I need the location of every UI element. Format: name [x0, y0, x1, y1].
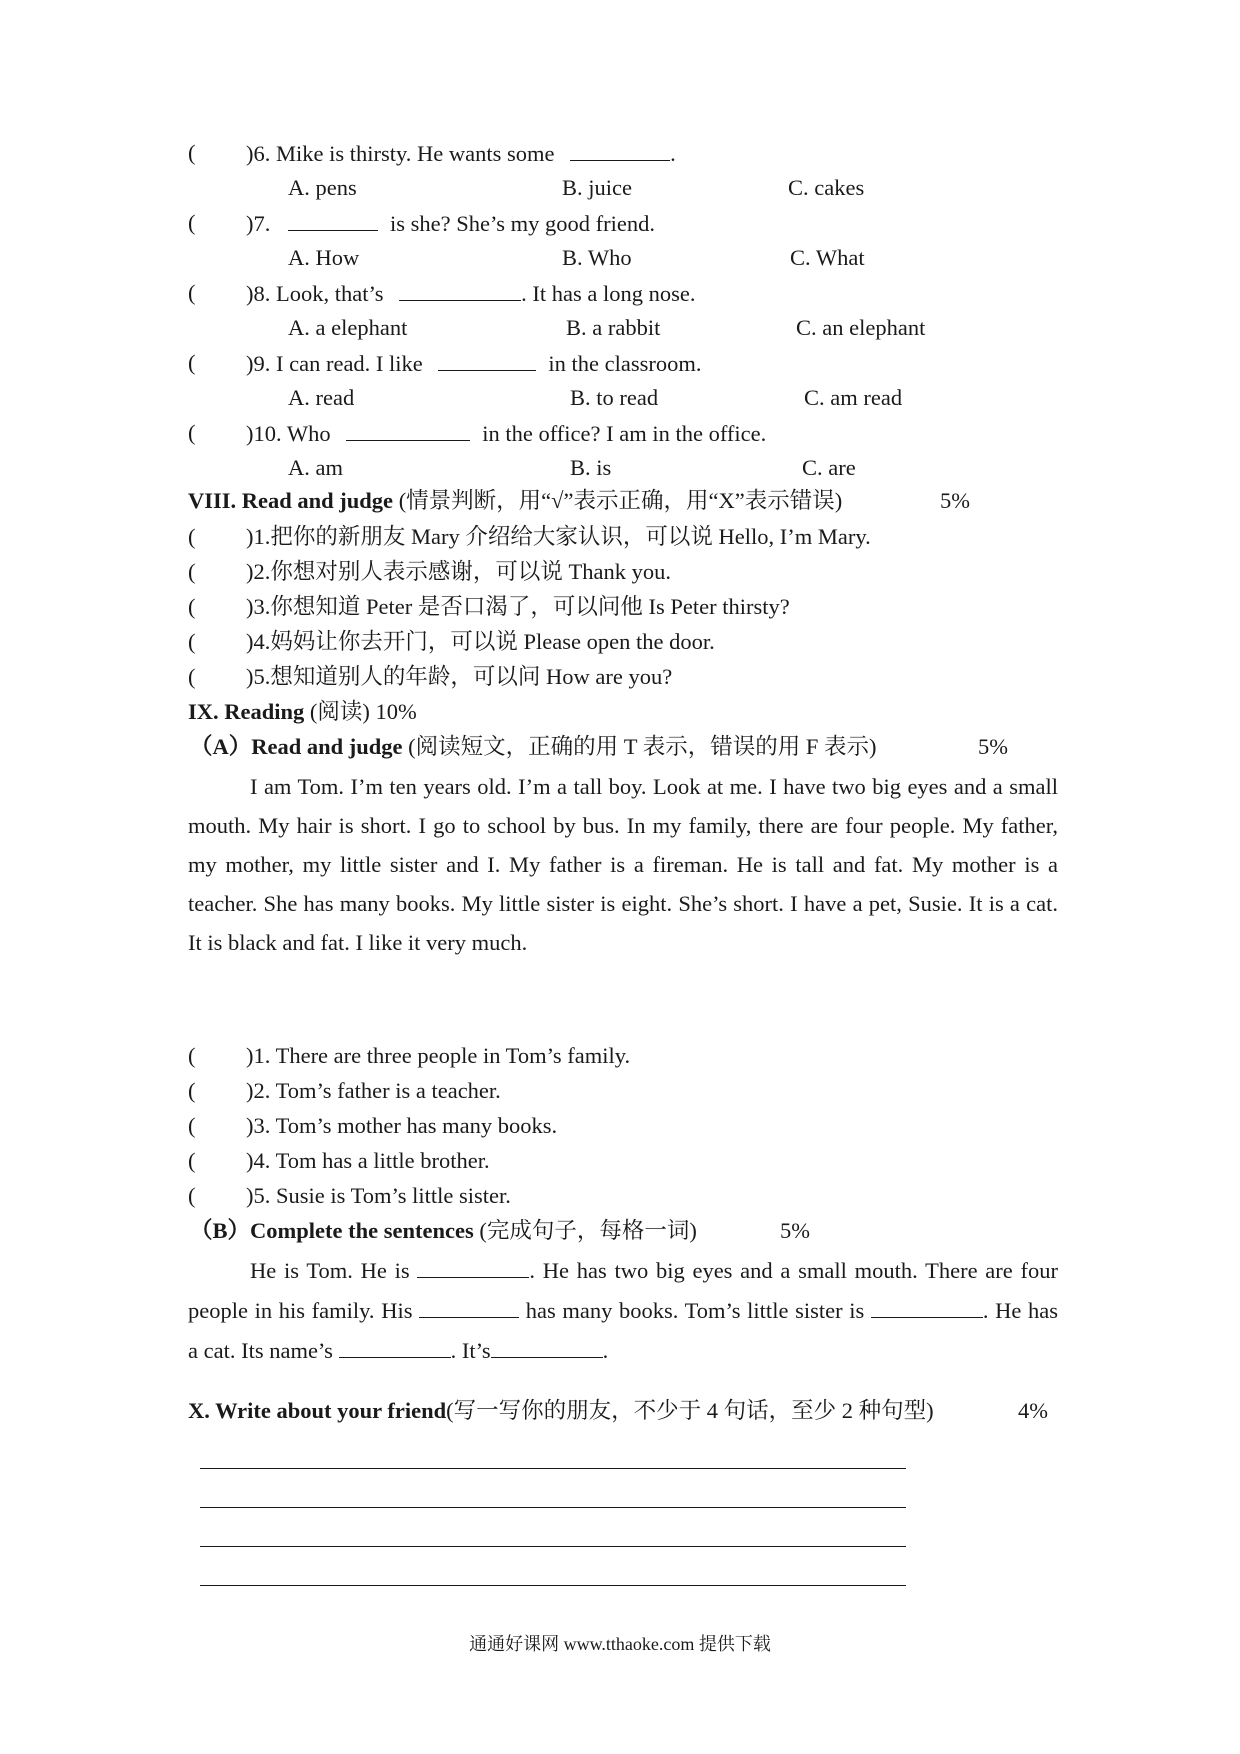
answer-paren: (: [188, 280, 196, 305]
question-text: is she? She’s my good friend.: [390, 211, 655, 236]
reading-judge-item: [0, 1036, 1240, 1076]
answer-blank: [570, 133, 670, 161]
option-c: C. cakes: [788, 175, 865, 200]
judge-text: )5.想知道别人的年龄，可以问 How are you?: [246, 664, 673, 689]
question-number: )8.: [246, 281, 271, 306]
reading-judge-item: [0, 1176, 1240, 1216]
option-c: C. What: [790, 245, 865, 270]
section-viii-heading: [0, 481, 1240, 521]
judge-text: )4. Tom has a little brother.: [246, 1148, 490, 1173]
part-instruction: (完成句子，每格一词): [473, 1218, 697, 1243]
question-number: )9.: [246, 351, 271, 376]
answer-paren: (: [188, 140, 196, 165]
answer-blank: [346, 413, 470, 441]
section-title: IX. Reading: [188, 699, 305, 724]
writing-line: [200, 1585, 906, 1586]
options-8: [0, 308, 1240, 348]
question-number: )7.: [246, 211, 271, 236]
question-6: [0, 133, 1240, 173]
answer-paren: (: [188, 524, 196, 549]
option-b: B. juice: [562, 175, 632, 200]
answer-paren: (: [188, 1148, 196, 1173]
answer-blank: [419, 1290, 519, 1318]
question-text-end: . It has a long nose.: [521, 281, 696, 306]
judge-text: )1. There are three people in Tom’s family.: [246, 1043, 631, 1068]
answer-paren: (: [188, 1078, 196, 1103]
option-b: B. a rabbit: [566, 315, 661, 340]
judge-text: )2.你想对别人表示感谢，可以说 Thank you.: [246, 559, 671, 584]
passage-text: .: [602, 1338, 609, 1363]
question-text: Look, that’s: [276, 281, 384, 306]
options-9: [0, 378, 1240, 418]
section-score: 4%: [1018, 1398, 1048, 1423]
question-10: [0, 413, 1240, 453]
complete-sentences-passage: [188, 1250, 1058, 1370]
answer-blank: [438, 343, 536, 371]
judge-text: )1.把你的新朋友 Mary 介绍给大家认识，可以说 Hello, I’m Mary.: [246, 524, 871, 549]
judge-text: )3. Tom’s mother has many books.: [246, 1113, 558, 1138]
judge-item: [0, 587, 1240, 627]
judge-text: )4.妈妈让你去开门，可以说 Please open the door.: [246, 629, 715, 654]
option-a: A. am: [288, 455, 343, 480]
answer-paren: (: [188, 210, 196, 235]
writing-line: [200, 1468, 906, 1469]
option-a: A. pens: [288, 175, 357, 200]
reading-judge-item: [0, 1071, 1240, 1111]
answer-paren: (: [188, 420, 196, 445]
part-score: 5%: [978, 734, 1008, 759]
option-a: A. How: [288, 245, 360, 270]
option-c: C. am read: [804, 385, 903, 410]
question-text-end: .: [670, 141, 676, 166]
answer-blank: [871, 1290, 983, 1318]
question-9: [0, 343, 1240, 383]
passage-text: . It’s: [450, 1338, 491, 1363]
question-text: Mike is thirsty. He wants some: [276, 141, 555, 166]
answer-paren: (: [188, 1183, 196, 1208]
judge-item: [0, 552, 1240, 592]
passage-text: . He has two big eyes and a small mouth. There are four people in his family. His: [188, 1258, 1059, 1323]
question-7: [0, 203, 1240, 243]
answer-paren: (: [188, 350, 196, 375]
option-c: C. are: [802, 455, 856, 480]
answer-blank: [417, 1250, 529, 1278]
judge-text: )2. Tom’s father is a teacher.: [246, 1078, 501, 1103]
question-text: Who: [286, 421, 331, 446]
option-b: B. Who: [562, 245, 632, 270]
options-6: [0, 168, 1240, 208]
answer-paren: (: [188, 1043, 196, 1068]
options-7: [0, 238, 1240, 278]
option-b: B. is: [570, 455, 612, 480]
question-8: [0, 273, 1240, 313]
reading-passage: I am Tom. I’m ten years old. I’m a tall boy. Look at me. I have two big eyes and a small mouth. My hair is short. I go to school by bus. In my family, there are four people. My father, my mother, my little sister and I. My father is a fireman. He is tall and fat. My mother is a teacher. She has many books. My little sister is eight. She’s short. I have a pet, Susie. It is a cat. It is black and fat. I like it very much.: [188, 774, 1058, 955]
section-x-heading: [0, 1391, 1240, 1431]
passage-text: has many books. Tom’s little sister is: [525, 1298, 865, 1323]
section-score: 5%: [940, 488, 970, 513]
question-text: I can read. I like: [276, 351, 423, 376]
answer-blank: [339, 1330, 451, 1358]
question-number: )6.: [246, 141, 271, 166]
writing-line: [200, 1507, 906, 1508]
part-score: 5%: [780, 1218, 810, 1243]
option-c: C. an elephant: [796, 315, 926, 340]
judge-text: )3.你想知道 Peter 是否口渴了，可以问他 Is Peter thirsty?: [246, 594, 790, 619]
answer-blank: [288, 203, 378, 231]
option-a: A. read: [288, 385, 355, 410]
answer-paren: (: [188, 559, 196, 584]
judge-text: )5. Susie is Tom’s little sister.: [246, 1183, 511, 1208]
question-text-end: in the classroom.: [548, 351, 702, 376]
part-a-heading: [0, 727, 1240, 767]
passage-text: He is Tom. He is: [250, 1258, 410, 1283]
passage-text: . He has a cat. Its name’s: [188, 1298, 1058, 1363]
writing-line: [200, 1546, 906, 1547]
part-instruction: (阅读短文，正确的用 T 表示，错误的用 F 表示): [402, 734, 877, 759]
part-b-heading: [0, 1211, 1240, 1251]
section-title: X. Write about your friend: [188, 1398, 447, 1423]
answer-paren: (: [188, 664, 196, 689]
answer-blank: [399, 273, 521, 301]
answer-paren: (: [188, 594, 196, 619]
judge-item: [0, 657, 1240, 697]
option-b: B. to read: [570, 385, 659, 410]
section-instruction: (写一写你的朋友，不少于 4 句话，至少 2 种句型): [446, 1398, 934, 1423]
part-title: （B）Complete the sentences: [190, 1218, 474, 1243]
answer-paren: (: [188, 629, 196, 654]
answer-paren: (: [188, 1113, 196, 1138]
answer-blank: [491, 1330, 603, 1358]
section-instruction: (阅读) 10%: [304, 699, 417, 724]
question-number: )10.: [246, 421, 282, 446]
judge-item: [0, 517, 1240, 557]
section-ix-heading: [0, 692, 1240, 732]
question-text-end: in the office? I am in the office.: [482, 421, 767, 446]
footer-watermark: 通通好课网 www.tthaoke.com 提供下载: [469, 1634, 771, 1654]
reading-judge-item: [0, 1141, 1240, 1181]
section-instruction: (情景判断，用“√”表示正确，用“X”表示错误): [393, 488, 843, 513]
option-a: A. a elephant: [288, 315, 408, 340]
judge-item: [0, 622, 1240, 662]
reading-judge-item: [0, 1106, 1240, 1146]
section-title: VIII. Read and judge: [188, 488, 394, 513]
part-title: （A）Read and judge: [190, 734, 403, 759]
